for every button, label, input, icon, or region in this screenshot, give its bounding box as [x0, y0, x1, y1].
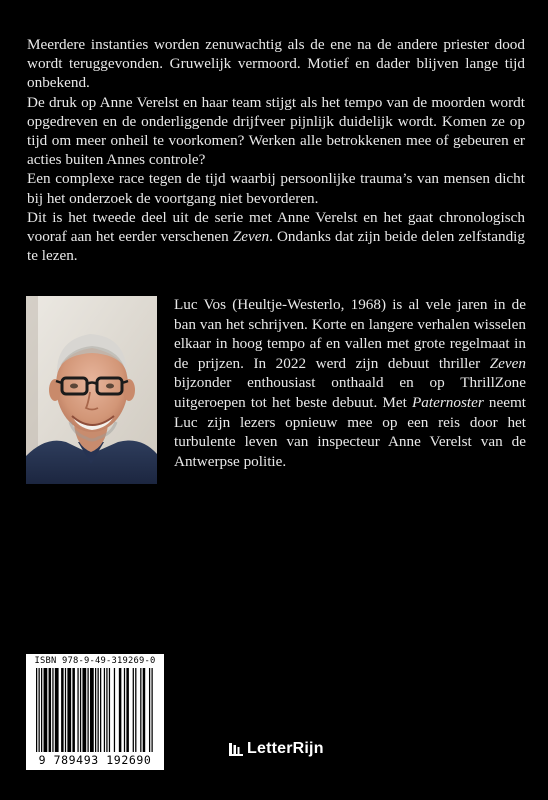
barcode-bar [149, 668, 150, 752]
barcode-bar [98, 668, 99, 752]
barcode-bar [41, 668, 42, 752]
barcode-bar [72, 668, 75, 752]
barcode-bar [109, 668, 110, 752]
barcode-bar [126, 668, 129, 752]
barcode-bar [80, 668, 81, 752]
bio-text: neemt Luc zijn lezers opnieuw mee op een reis door het turbulente leven van inspecteur Anne Verelst van de Antwerpse politie. [174, 393, 526, 470]
barcode-bar [143, 668, 146, 752]
barcode-bar [82, 668, 86, 752]
barcode-bar [65, 668, 66, 752]
barcode-bar [36, 668, 37, 752]
author-bio [174, 295, 526, 471]
blurb-paragraph-series [27, 208, 525, 266]
barcode-bar [44, 668, 48, 752]
barcode-bar [151, 668, 152, 752]
blurb-paragraph: Meerdere instanties worden zenuwachtig als de ene na de andere priester dood wordt teruggevonden. Gruwelijk vermoord. Motief en dader blijven lange tijd onbekend. [27, 36, 525, 92]
blurb-paragraph: Een complexe race tegen de tijd waarbij persoonlijke trauma’s van mensen dicht bij het onderzoek de voortgang niet bevorderen. [27, 170, 525, 207]
isbn-label: ISBN 978-9-49-319269-0 [34, 656, 156, 666]
book-title-reference: Zeven [489, 354, 526, 372]
isbn-barcode [26, 654, 164, 770]
blurb-text: Dit is het tweede deel uit de serie met Anne Verelst en het gaat chronologisch vooraf aan het eerder verschenen [27, 208, 525, 246]
barcode-bar [95, 668, 96, 752]
barcode-bar [114, 668, 115, 752]
barcode-bar [52, 668, 53, 752]
barcode-bar [39, 668, 40, 752]
barcode-bar [140, 668, 141, 752]
blurb-text: . Ondanks dat zijn beide delen zelfstandig te lezen. [27, 228, 525, 265]
barcode-bar [119, 668, 122, 752]
barcode-bar [100, 668, 101, 752]
barcode-bar [106, 668, 107, 752]
book-title-reference: Paternoster [412, 393, 484, 411]
blurb-paragraph: De druk op Anne Verelst en haar team stijgt als het tempo van de moorden wordt opgedreven en de onderliggende drijfveer pijnlijk duidelijk wordt. Komen ze op tijd om meer onheil te voorkomen? Werken alle betrokkenen mee of gebeuren er acties buiten Annes controle? [27, 93, 525, 169]
barcode-bars [36, 668, 154, 754]
barcode-bar [67, 668, 71, 752]
publisher-mark-icon [229, 742, 243, 757]
barcode-bar [77, 668, 78, 752]
author-bio-paragraph [174, 295, 526, 471]
publisher-logo [229, 740, 324, 758]
barcode-bar [55, 668, 59, 752]
barcode-digits: 9 789493 192690 [38, 753, 152, 767]
publisher-name: LetterRijn [247, 740, 324, 757]
author-portrait [26, 296, 157, 484]
barcode-bar [90, 668, 94, 752]
book-title-reference: Zeven [232, 228, 270, 246]
barcode-bar [61, 668, 64, 752]
barcode-bar [104, 668, 105, 752]
barcode-bar [135, 668, 136, 752]
back-cover-blurb [27, 35, 525, 265]
bio-text: bijzonder enthousiast onthaald en op ThrillZone uitgeroepen tot het beste debuut. Met [174, 374, 526, 411]
barcode-bar [87, 668, 88, 752]
barcode-bar [49, 668, 52, 752]
bio-text: Luc Vos (Heultje-Westerlo, 1968) is al vele jaren in de ban van het schrijven. Korte en langere verhalen wisselen elkaar in hoog tempo af en vallen met grote regelmaat in de prijzen. In 2022 werd zijn debuut thriller [174, 296, 526, 372]
barcode-bar [133, 668, 134, 752]
barcode-bar [124, 668, 125, 752]
